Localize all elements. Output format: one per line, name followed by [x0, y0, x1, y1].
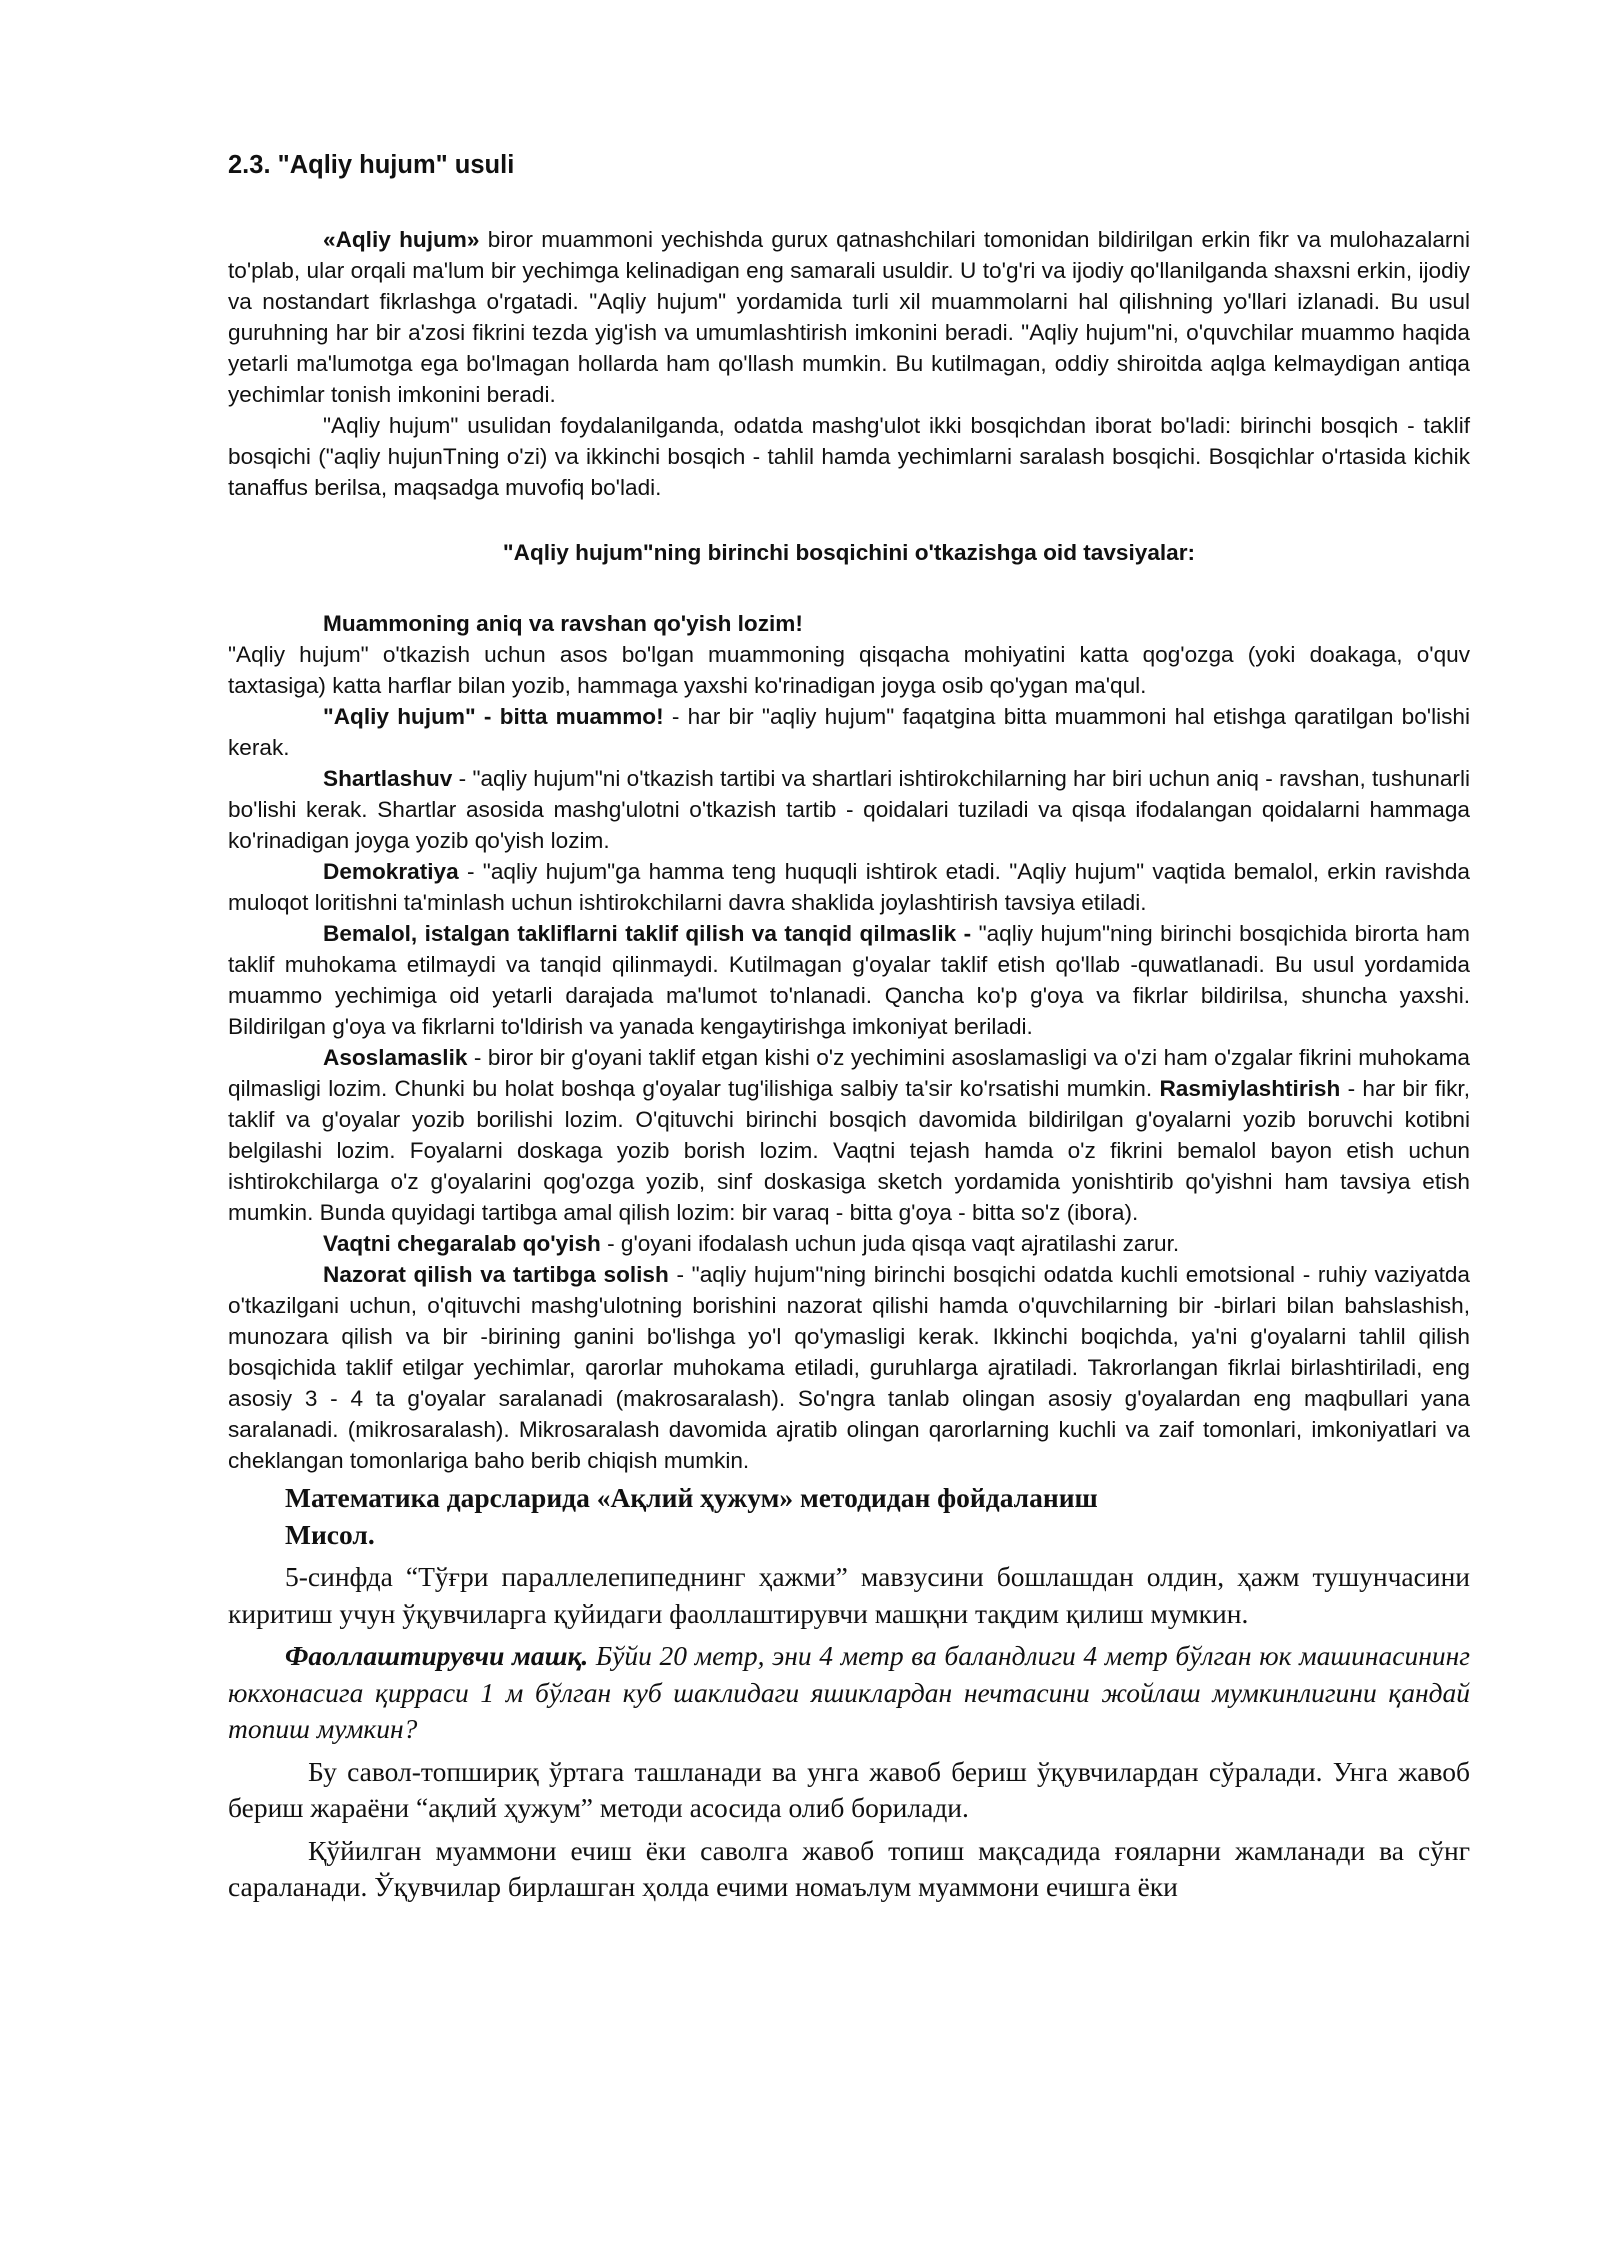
cyr-heading: Математика дарсларида «Ақлий ҳужум» методидан фойдаланиш — [285, 1482, 1098, 1513]
cyr-exercise — [228, 1638, 1470, 1748]
rec-8 — [228, 1259, 1470, 1476]
rec-5-bold: Bemalol, istalgan takliflarni taklif qilish va tanqid qilmaslik - — [323, 921, 972, 946]
rec-3-bold: Shartlashuv — [323, 766, 453, 791]
rec-2 — [228, 701, 1470, 763]
rec-5 — [228, 918, 1470, 1042]
rec-1-title: Muammoning aniq va ravshan qo'yish lozim! — [323, 611, 803, 636]
rec-3-text: - "aqliy hujum"ni o'tkazish tartibi va shartlari ishtirokchilarning har biri uchun aniq - ravshan, tushunarli bo'lishi kerak. Shartlar asosida mashg'ulotni o'tkazish tartib - qoidalari tuziladi va qisqa ifodalangan qoidalarni hammaga ko'rinadigan joyga yozib qo'yish lozim. — [228, 766, 1470, 853]
cyr-paragraph-1: 5-синфда “Тўғри параллелепипеднинг ҳажми” мавзусини бошлашдан олдин, ҳажм тушунчасини киритиш учун ўқувчиларга қуйидаги фаоллаштирувчи машқни тақдим қилиш мумкин. — [228, 1561, 1470, 1629]
recommendations-title: "Aqliy hujum"ning birinchi bosqichini o'tkazishga oid tavsiyalar: — [502, 540, 1196, 565]
rec-3 — [228, 763, 1470, 856]
rec-7 — [228, 1228, 1470, 1259]
cyr-paragraph-2: Бу савол-топшириқ ўртага ташланади ва унга жавоб бериш ўқувчилардан сўралади. Унга жавоб бериш жараёни “ақлий ҳужум” методи асосида олиб борилади. — [228, 1755, 1470, 1823]
cyr-paragraph-3: Қўйилган муаммони ечиш ёки саволга жавоб топиш мақсадида ғояларни жамланади ва сўнг сараланади. Ўқувчилар бирлашган ҳолда ечими номаълум муаммони ечишга ёки — [228, 1834, 1470, 1902]
rec-6-bold-2: Rasmiylashtirish — [1159, 1076, 1341, 1101]
cyr-exercise-bold: Фаоллаштирувчи машқ. — [285, 1640, 589, 1671]
rec-4 — [228, 856, 1470, 918]
rec-7-text: - g'oyani ifodalash uchun juda qisqa vaqt ajratilashi zarur. — [600, 1231, 1180, 1256]
cyr-exercise-text: Бўйи 20 метр, эни 4 метр ва баландлиги 4 метр бўлган юк машинасининг юкхонасига қирраси 1 м бўлган куб шаклидаги яшиклардан нечтасини жойлаш мумкинлигини қандай топиш мумкин? — [228, 1640, 1470, 1744]
intro-text: biror muammoni yechishda gurux qatnashchilari tomonidan bildirilgan erkin fikr va mulohazalarni to'plab, ular orqali ma'lum bir yechimga kelinadigan eng samarali usuldir. U to'g'ri va ijodiy qo'llanilganda shaxsni erkin, ijodiy va nostandart fikrlashga o'rgatadi. "Aqliy hujum" yordamida turli xil muammolarni hal qilishning yo'llari izlanadi. Bu usul guruhning har bir a'zosi fikrini tezda yig'ish va umumlashtirish imkonini beradi. "Aqliy hujum"ni, o'quvchilar muammo haqida yetarli ma'lumotga ega bo'lmagan hollarda ham qo'llash mumkin. Bu kutilmagan, oddiy shiroitda aqlga kelmaydigan antiqa yechimlar tonish imkonini beradi. — [228, 227, 1471, 407]
rec-6-text: - biror bir g'oyani taklif etgan kishi o'z yechimini asoslamasligi va o'zi ham o'zgalar fikrini muhokama qilmasligi lozim. Chunki bu holat boshqa g'oyalar tug'ilishiga salbiy ta'sir ko'rsatishi mumkin. — [228, 1045, 1470, 1101]
rec-6-bold: Asoslamaslik — [323, 1045, 468, 1070]
latin-body — [228, 224, 1470, 1476]
rec-6-text-2: - har bir fikr, taklif va g'oyalar yozib borilishi lozim. O'qituvchi birinchi bosqich davomida bildirilgan g'oyalarni yozib boruvchi kotibni belgilashi lozim. Foyalarni doskaga yozib borish lozim. Vaqtni tejash hamda o'z fikrini bemalol bayon etish uchun ishtirokchilarga o'z g'oyalarini qog'ozga yozib, sinf doskasiga sketch yordamida yonishtirib qo'yishni ham tavsiya etish mumkin. Bunda quyidagi tartibga amal qilish lozim: bir varaq - bitta g'oya - bitta so'z (ibora). — [228, 1076, 1470, 1225]
rec-1-text: "Aqliy hujum" o'tkazish uchun asos bo'lgan muammoning qisqacha mohiyatini katta qog'ozga (yoki doakaga, o'quv taxtasiga) katta harflar bilan yozib, hammaga yaxshi ko'rinadigan joyga osib qo'ygan ma'qul. — [228, 642, 1470, 698]
rec-2-text: - har bir "aqliy hujum" faqatgina bitta muammoni hal etishga qaratilgan bo'lishi kerak. — [228, 704, 1471, 760]
rec-4-bold: Demokratiya — [323, 859, 459, 884]
rec-5-text: "aqliy hujum"ning birinchi bosqichida birorta ham taklif muhokama etilmaydi va tanqid qilinmaydi. Kutilmagan g'oyalar taklif etish qo'llab -quwatlanadi. Bu usul yordamida muammo yechimiga oid yetarli darajada ma'lumot to'nlanadi. Qancha ko'p g'oya va fikrlar bildirilsa, shuncha yaxshi. Bildirilgan g'oya va fikrlarni to'ldirish va yanada kengaytirishga imkoniyat beriladi. — [228, 921, 1470, 1039]
cyr-example-label: Мисол. — [285, 1518, 375, 1550]
rec-7-bold: Vaqtni chegaralab qo'yish — [323, 1231, 601, 1256]
rec-8-text: - "aqliy hujum"ning birinchi bosqichi odatda kuchli emotsional - ruhiy vaziyatda o'tkazilgani uchun, o'qituvchi mashg'ulotning borishini nazorat qilishi hamda o'quvchilarning bir -birlari bilan bahslashish, munozara qilish va bir -birining ganini bo'lishga yo'l qo'ymasligi kerak. Ikkinchi boqichda, ya'ni g'oyalarni tahlil qilish bosqichida taklif etilgar yechimlar, qarorlar muhokama etiladi, guruhlarga ajratiladi. Takrorlangan fikrlai birlashtiriladi, eng asosiy 3 - 4 ta g'oyalar saralanadi (makrosaralash). So'ngra tanlab olingan asosiy g'oyalardan eng maqbullari yana saralanadi. (mikrosaralash). Mikrosaralash davomida ajratib olingan qarorlarning kuchli va zaif tomonlari, imkoniyatlari va cheklangan tomonlariga baho berib chiqish mumkin. — [228, 1262, 1470, 1473]
rec-2-bold: "Aqliy hujum" - bitta muammo! — [323, 704, 664, 729]
document-page — [228, 148, 1470, 1906]
rec-6 — [228, 1042, 1470, 1228]
rec-8-bold: Nazorat qilish va tartibga solish — [323, 1262, 669, 1287]
intro-term: «Aqliy hujum» — [323, 227, 480, 252]
rec-4-text: - "aqliy hujum"ga hamma teng huquqli ishtirok etadi. "Aqliy hujum" vaqtida bemalol, erkin ravishda muloqot loritishni ta'minlash uchun ishtirokchilarni davra shaklida joylashtirish tavsiya etiladi. — [228, 859, 1470, 915]
section-title: 2.3. "Aqliy hujum" usuli — [228, 151, 515, 179]
cyrillic-section — [228, 1480, 1470, 1906]
stages-paragraph: "Aqliy hujum" usulidan foydalanilganda, odatda mashg'ulot ikki bosqichdan iborat bo'ladi: birinchi bosqich - taklif bosqichi ("aqliy hujunTning o'zi) va ikkinchi bosqich - tahlil hamda yechimlarni saralash bosqichi. Bosqichlar o'rtasida kichik tanaffus berilsa, maqsadga muvofiq bo'ladi. — [228, 413, 1470, 500]
intro-paragraph — [228, 224, 1470, 410]
